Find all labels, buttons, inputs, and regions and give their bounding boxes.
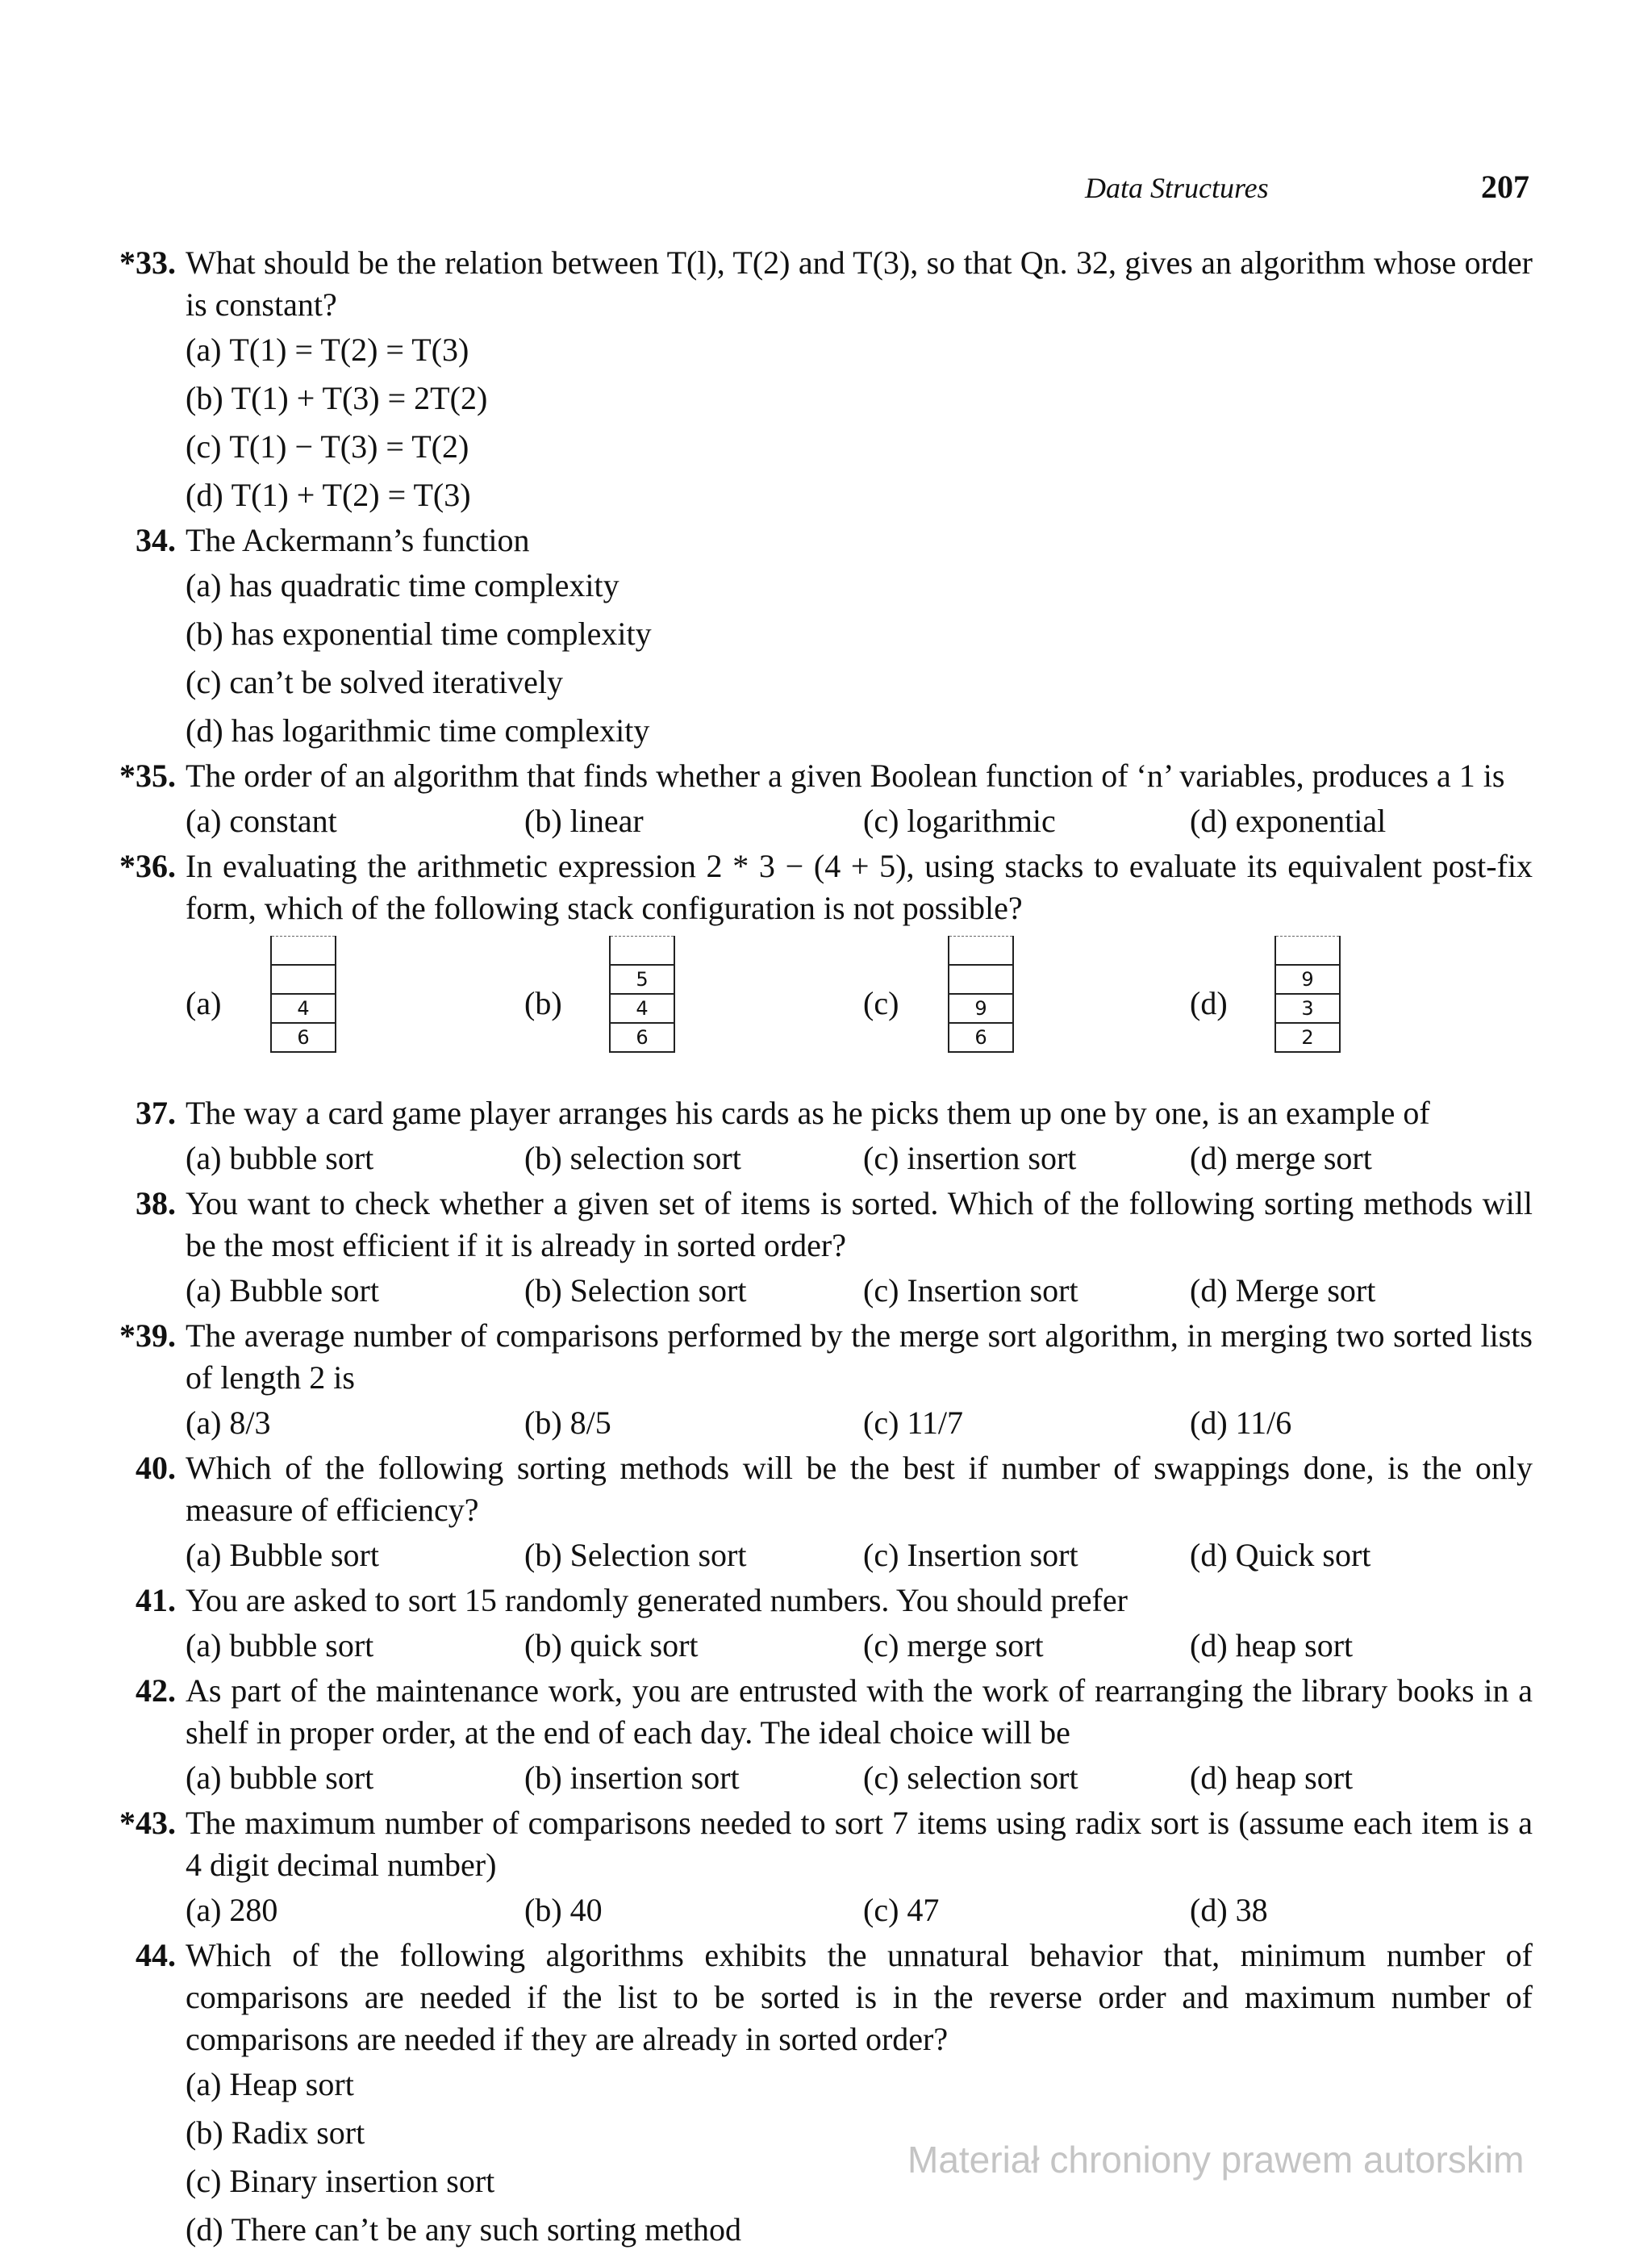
- stack-diagram: [270, 936, 336, 1053]
- options: [186, 561, 1533, 755]
- stack-cell: [1276, 936, 1339, 966]
- stack-diagram: [609, 936, 675, 1053]
- stack-cell: [272, 936, 335, 966]
- option-label: (c): [863, 985, 899, 1021]
- question-number: 44.: [136, 1937, 176, 1973]
- question-number: *43.: [119, 1805, 176, 1841]
- question-number: 34.: [136, 522, 176, 558]
- options: [186, 1399, 1533, 1447]
- option-c: (c) selection sort: [863, 1759, 1078, 1796]
- option-a: (a) Bubble sort: [186, 1537, 379, 1573]
- option-b: (b) 8/5: [524, 1405, 611, 1441]
- question-number: 37.: [136, 1095, 176, 1131]
- question-text: You want to check whether a given set of items is sorted. Which of the following sorting methods will be the most efficient if it is already in sorted order?: [186, 1185, 1533, 1263]
- question-42: [0, 1670, 1652, 1802]
- question-number: *36.: [119, 848, 176, 884]
- question-text: Which of the following algorithms exhibits the unnatural behavior that, minimum number of comparisons are needed if the list to be sorted is in the reverse order and maximum number of comparisons are needed if they are already in sorted order?: [186, 1937, 1533, 2057]
- option-b: (b) T(1) + T(3) = 2T(2): [186, 380, 488, 416]
- stack-cell: 6: [272, 1024, 335, 1053]
- option-c: (c) merge sort: [863, 1627, 1044, 1663]
- option-a: (a) Bubble sort: [186, 1272, 379, 1309]
- options: [186, 797, 1533, 845]
- options: [186, 1531, 1533, 1580]
- option-b: (b) linear: [524, 803, 644, 839]
- question-38: [0, 1183, 1652, 1315]
- option-label: (a): [186, 985, 222, 1021]
- option-c: (c) Insertion sort: [863, 1537, 1078, 1573]
- option-d: (d) merge sort: [1190, 1140, 1372, 1176]
- option-a: (a) bubble sort: [186, 1627, 374, 1663]
- stack-cell: [272, 966, 335, 995]
- question-number: 40.: [136, 1450, 176, 1486]
- copyright-watermark: Materiał chroniony prawem autorskim: [907, 2139, 1525, 2181]
- option-b: (b) insertion sort: [524, 1759, 740, 1796]
- stack-cell: 2: [1276, 1024, 1339, 1053]
- option-a: (a) bubble sort: [186, 1140, 374, 1176]
- stack-diagram: [948, 936, 1014, 1053]
- option-a: (a) constant: [186, 803, 337, 839]
- option-b: (b) 40: [524, 1892, 603, 1928]
- stack-cell: 6: [611, 1024, 674, 1053]
- stack-cell: [949, 966, 1012, 995]
- stack-cell: 3: [1276, 995, 1339, 1024]
- option-b: (b) quick sort: [524, 1627, 699, 1663]
- question-text: What should be the relation between T(l), T(2) and T(3), so that Qn. 32, gives an algorithm whose order is constant?: [186, 244, 1533, 323]
- question-number: *35.: [119, 758, 176, 794]
- section-title: Data Structures: [1085, 172, 1269, 204]
- stack-cell: 4: [272, 995, 335, 1024]
- question-number: 38.: [136, 1185, 176, 1221]
- option-b: (b) Selection sort: [524, 1537, 747, 1573]
- option-b: (b) Selection sort: [524, 1272, 747, 1309]
- option-a: (a) Heap sort: [186, 2066, 354, 2102]
- options: [186, 1134, 1533, 1183]
- question-33: [0, 242, 1652, 520]
- question-text: You are asked to sort 15 randomly generated numbers. You should prefer: [186, 1582, 1128, 1618]
- options: [186, 1754, 1533, 1802]
- options: [186, 1267, 1533, 1315]
- options: [186, 326, 1533, 520]
- question-text: The way a card game player arranges his cards as he picks them up one by one, is an example of: [186, 1095, 1430, 1131]
- option-c: (c) T(1) − T(3) = T(2): [186, 428, 469, 465]
- option-b: (b) selection sort: [524, 1140, 741, 1176]
- question-text: The Ackermann’s function: [186, 522, 530, 558]
- stack-cell: 6: [949, 1024, 1012, 1053]
- question-number: *39.: [119, 1317, 176, 1354]
- option-c: (c) Insertion sort: [863, 1272, 1078, 1309]
- option-d: (d) Merge sort: [1190, 1272, 1376, 1309]
- option-b: (b) has exponential time complexity: [186, 616, 652, 652]
- option-b: (b) Radix sort: [186, 2114, 365, 2151]
- question-36: [0, 845, 1652, 1089]
- option-label: (d): [1190, 985, 1228, 1021]
- question-37: [0, 1092, 1652, 1183]
- option-c: (c) logarithmic: [863, 803, 1056, 839]
- option-d: (d) There can’t be any such sorting method: [186, 2211, 742, 2248]
- option-d: (d) heap sort: [1190, 1759, 1354, 1796]
- option-c: (c) 47: [863, 1892, 940, 1928]
- option-c: (c) 11/7: [863, 1405, 964, 1441]
- question-35: [0, 755, 1652, 845]
- stack-cell: 9: [1276, 966, 1339, 995]
- option-c: (c) Binary insertion sort: [186, 2163, 495, 2199]
- options: [186, 1622, 1533, 1670]
- question-44: [0, 1935, 1652, 2254]
- option-a: (a) bubble sort: [186, 1759, 374, 1796]
- question-43: [0, 1802, 1652, 1935]
- question-41: [0, 1580, 1652, 1670]
- question-number: *33.: [119, 244, 176, 281]
- question-40: [0, 1447, 1652, 1580]
- stack-cell: [949, 936, 1012, 966]
- stack-diagram: [1274, 936, 1341, 1053]
- option-d: (d) heap sort: [1190, 1627, 1354, 1663]
- stack-cell: [611, 936, 674, 966]
- stack-cell: 9: [949, 995, 1012, 1024]
- option-d: (d) exponential: [1190, 803, 1387, 839]
- question-text: As part of the maintenance work, you are entrusted with the work of rearranging the library books in a shelf in proper order, at the end of each day. The ideal choice will be: [186, 1672, 1533, 1751]
- stack-cell: 5: [611, 966, 674, 995]
- page-number: 207: [1481, 169, 1529, 205]
- question-text: The order of an algorithm that finds whether a given Boolean function of ‘n’ variables, produces a 1 is: [186, 758, 1505, 794]
- option-a: (a) 280: [186, 1892, 278, 1928]
- option-d: (d) T(1) + T(2) = T(3): [186, 477, 471, 513]
- stack-options: [186, 936, 1533, 1089]
- question-39: [0, 1315, 1652, 1447]
- option-d: (d) Quick sort: [1190, 1537, 1371, 1573]
- option-a: (a) T(1) = T(2) = T(3): [186, 332, 469, 368]
- stack-cell: 4: [611, 995, 674, 1024]
- option-d: (d) 38: [1190, 1892, 1268, 1928]
- option-d: (d) has logarithmic time complexity: [186, 712, 650, 749]
- options: [186, 1886, 1533, 1935]
- page-header: [0, 171, 1652, 211]
- question-number: 42.: [136, 1672, 176, 1709]
- question-number: 41.: [136, 1582, 176, 1618]
- question-list: [0, 242, 1652, 2254]
- option-a: (a) has quadratic time complexity: [186, 567, 620, 603]
- question-text: The maximum number of comparisons needed to sort 7 items using radix sort is (assume each item is a 4 digit decimal number): [186, 1805, 1533, 1883]
- question-text: Which of the following sorting methods will be the best if number of swappings done, is the only measure of efficiency?: [186, 1450, 1533, 1528]
- question-text: In evaluating the arithmetic expression 2 * 3 − (4 + 5), using stacks to evaluate its equivalent post-fix form, which of the following stack configuration is not possible?: [186, 848, 1533, 926]
- option-d: (d) 11/6: [1190, 1405, 1292, 1441]
- option-label: (b): [524, 985, 562, 1021]
- option-c: (c) can’t be solved iteratively: [186, 664, 563, 700]
- option-a: (a) 8/3: [186, 1405, 271, 1441]
- question-text: The average number of comparisons performed by the merge sort algorithm, in merging two sorted lists of length 2 is: [186, 1317, 1533, 1396]
- option-c: (c) insertion sort: [863, 1140, 1077, 1176]
- question-34: [0, 520, 1652, 755]
